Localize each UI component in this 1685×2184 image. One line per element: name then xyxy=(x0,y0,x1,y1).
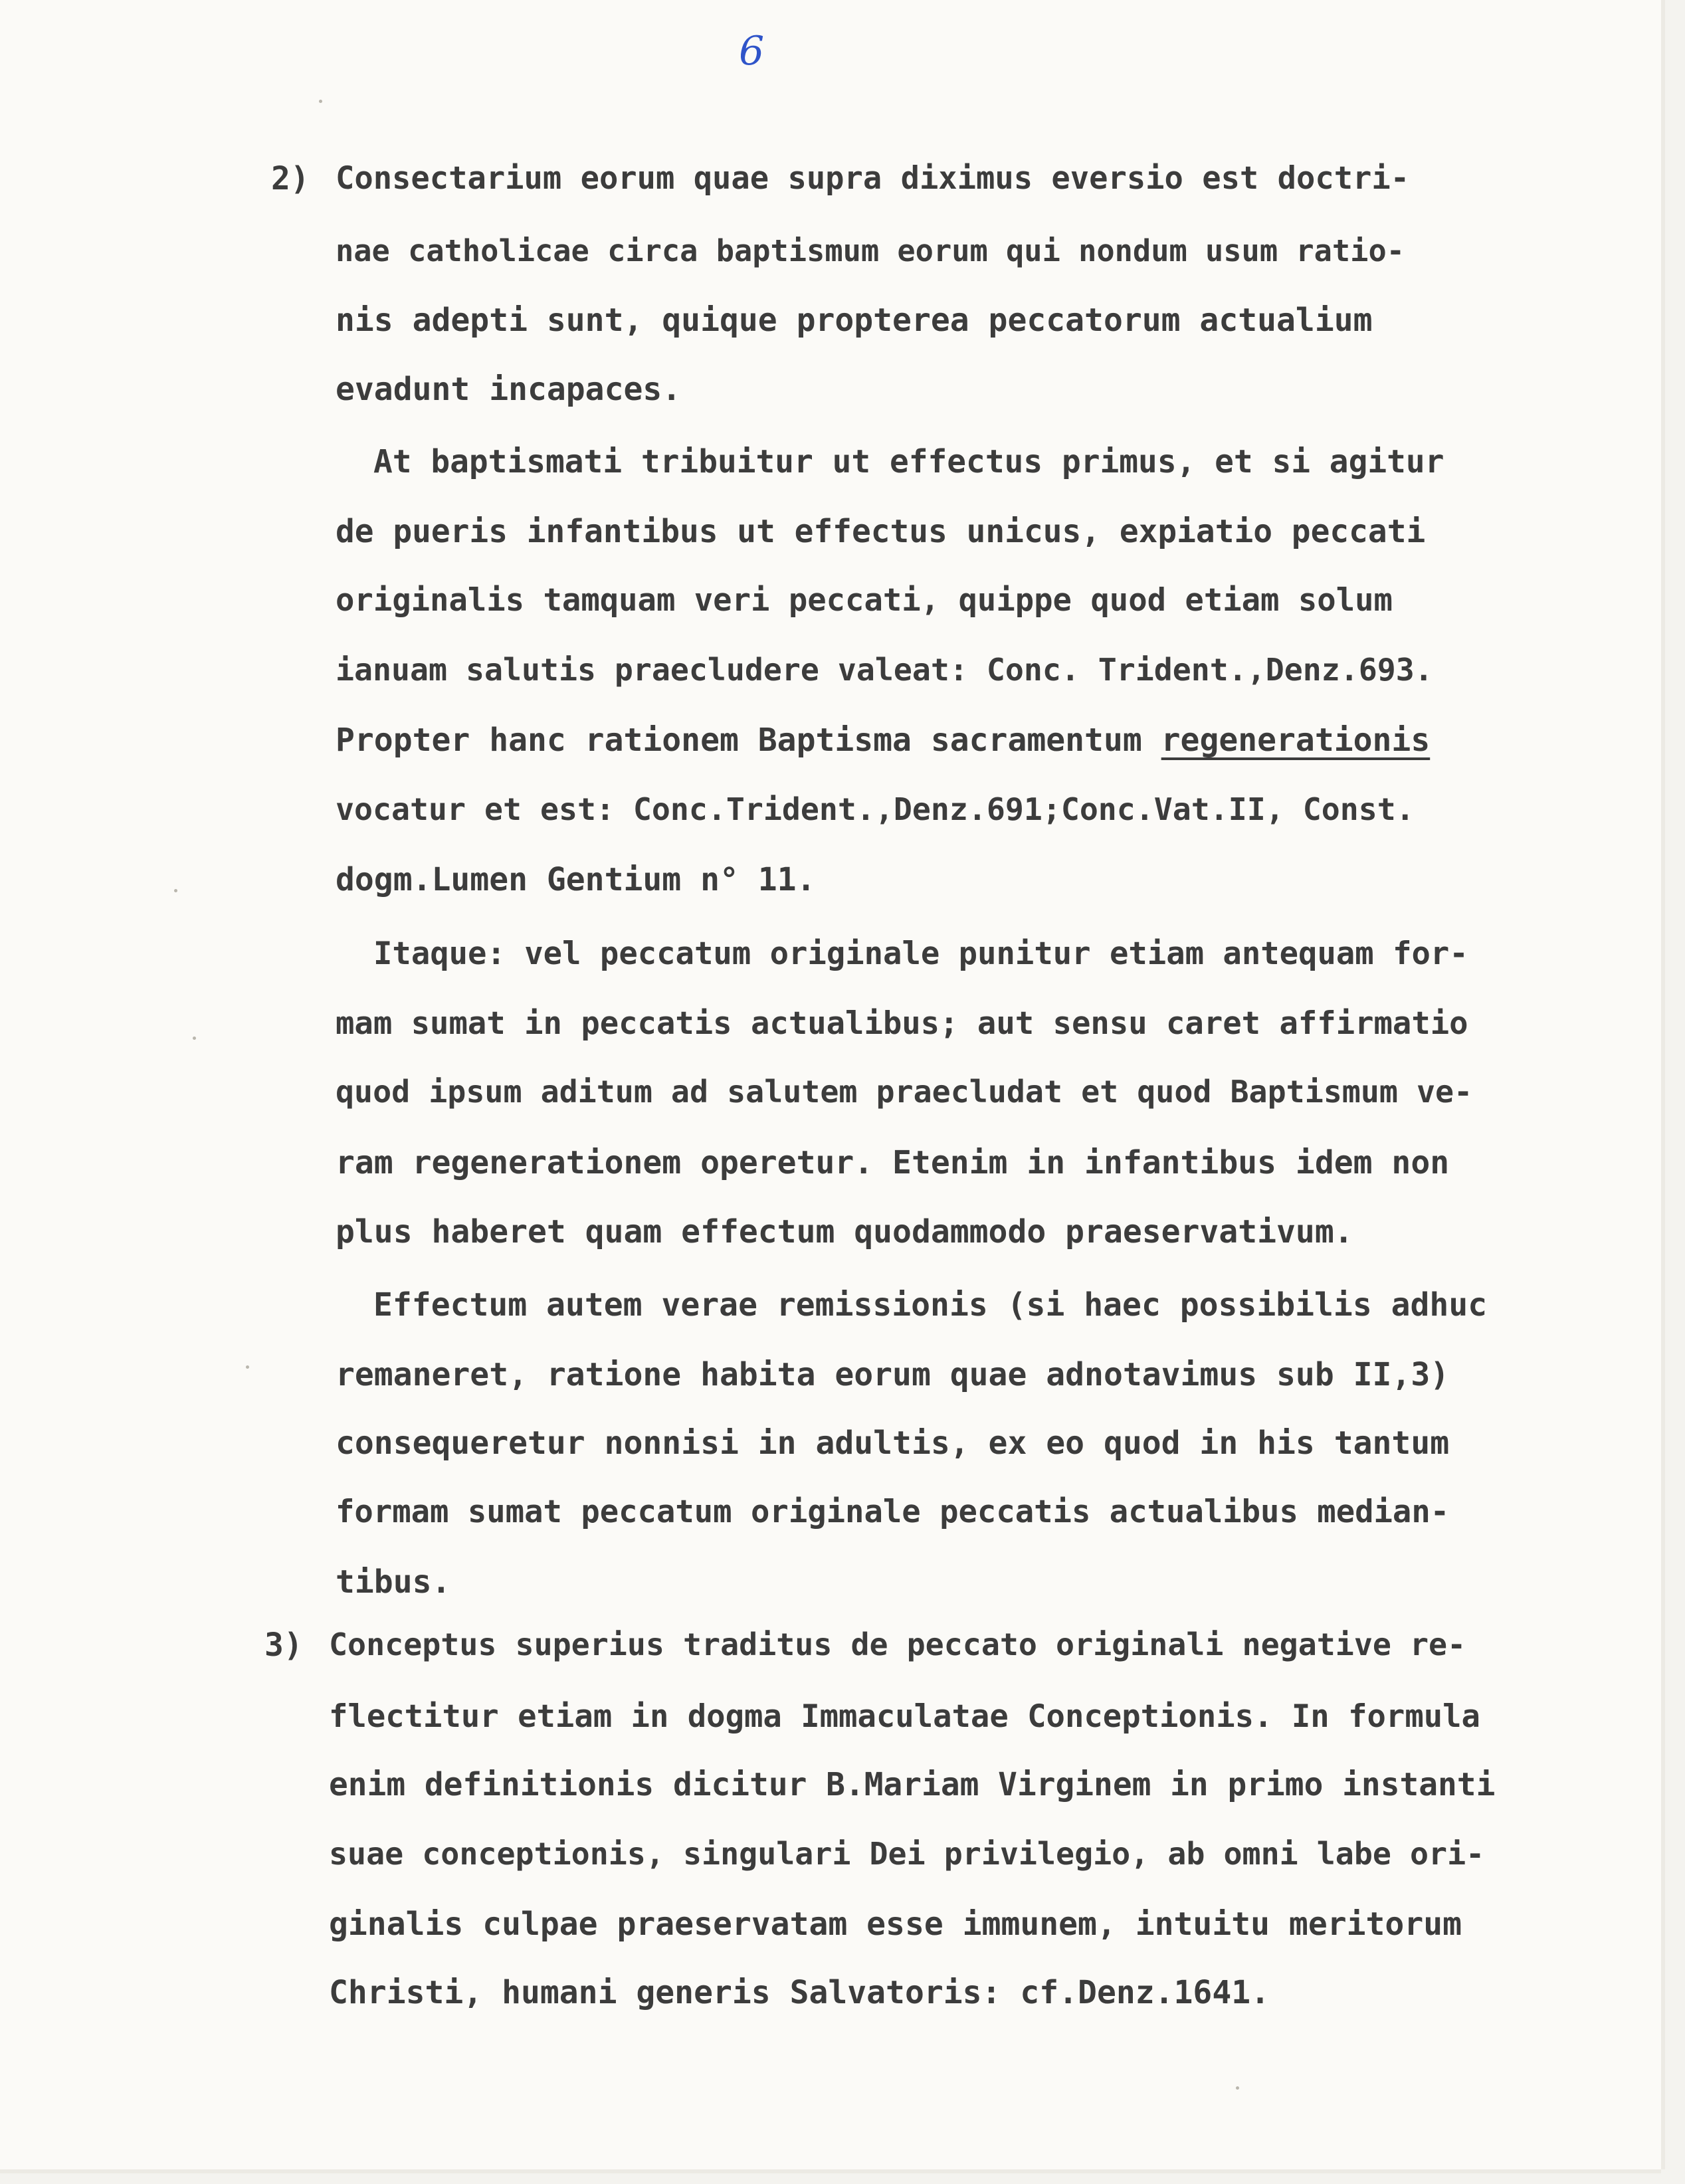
paper-speck xyxy=(1236,2086,1239,2090)
text-line: enim definitionis dicitur B.Mariam Virginem in primo instanti xyxy=(329,1767,1496,1803)
text-line: evadunt incapaces. xyxy=(336,371,682,408)
text-line: consequeretur nonnisi in adultis, ex eo quod in his tantum xyxy=(336,1425,1450,1462)
text-line: flectitur etiam in dogma Immaculatae Conceptionis. In formula xyxy=(329,1698,1480,1735)
section-3-marker: 3) xyxy=(264,1627,303,1664)
text-line: remaneret, ratione habita eorum quae adnotavimus sub II,3) xyxy=(336,1356,1450,1393)
text-line: Christi, humani generis Salvatoris: cf.Denz.1641. xyxy=(329,1974,1270,2011)
text-line: ram regenerationem operetur. Etenim in infantibus idem non xyxy=(336,1144,1450,1181)
paper-speck xyxy=(174,889,177,892)
text-line: ianuam salutis praecludere valeat: Conc. Trident.,Denz.693. xyxy=(336,652,1433,688)
paper-speck xyxy=(319,100,322,103)
text-line: tibus. xyxy=(336,1563,451,1601)
text-line: de pueris infantibus ut effectus unicus, expiatio peccati xyxy=(336,514,1426,550)
paper-speck xyxy=(193,1037,196,1040)
text-line: Effectum autem verae remissionis (si haec possibilis adhuc xyxy=(373,1286,1488,1324)
text-line: quod ipsum aditum ad salutem praecludat et quod Baptismum ve- xyxy=(336,1074,1473,1110)
text-line: suae conceptionis, singulari Dei privilegio, ab omni labe ori- xyxy=(329,1836,1485,1872)
text-line: originalis tamquam veri peccati, quippe quod etiam solum xyxy=(336,582,1393,619)
text-line: mam sumat in peccatis actualibus; aut sensu caret affirmatio xyxy=(336,1005,1468,1042)
underlined-term: regenerationis xyxy=(1161,722,1431,759)
text-line: nis adepti sunt, quique propterea peccatorum actualium xyxy=(336,302,1373,339)
section-2-marker: 2) xyxy=(271,160,310,197)
paper-speck xyxy=(246,1365,249,1369)
text-line: nae catholicae circa baptismum eorum qui nondum usum ratio- xyxy=(336,233,1405,268)
text-line: vocatur et est: Conc.Trident.,Denz.691;Conc.Vat.II, Const. xyxy=(336,791,1415,827)
text-line: Consectarium eorum quae supra diximus eversio est doctri- xyxy=(336,160,1410,197)
page-number: 6 xyxy=(739,28,765,74)
text-line: At baptismati tribuitur ut effectus primus, et si agitur xyxy=(373,444,1444,480)
text-line xyxy=(336,722,1431,759)
text-line: formam sumat peccatum originale peccatis actualibus median- xyxy=(336,1494,1450,1530)
text-segment: Propter hanc rationem Baptisma sacramentum xyxy=(336,722,1161,759)
text-line: Conceptus superius traditus de peccato originali negative re- xyxy=(329,1627,1466,1662)
text-line: Itaque: vel peccatum originale punitur etiam antequam for- xyxy=(373,936,1468,972)
text-line: dogm.Lumen Gentium n° 11. xyxy=(336,861,816,898)
text-line: ginalis culpae praeservatam esse immunem, intuitu meritorum xyxy=(329,1906,1462,1943)
text-line: plus haberet quam effectum quodammodo praeservativum. xyxy=(336,1213,1353,1250)
